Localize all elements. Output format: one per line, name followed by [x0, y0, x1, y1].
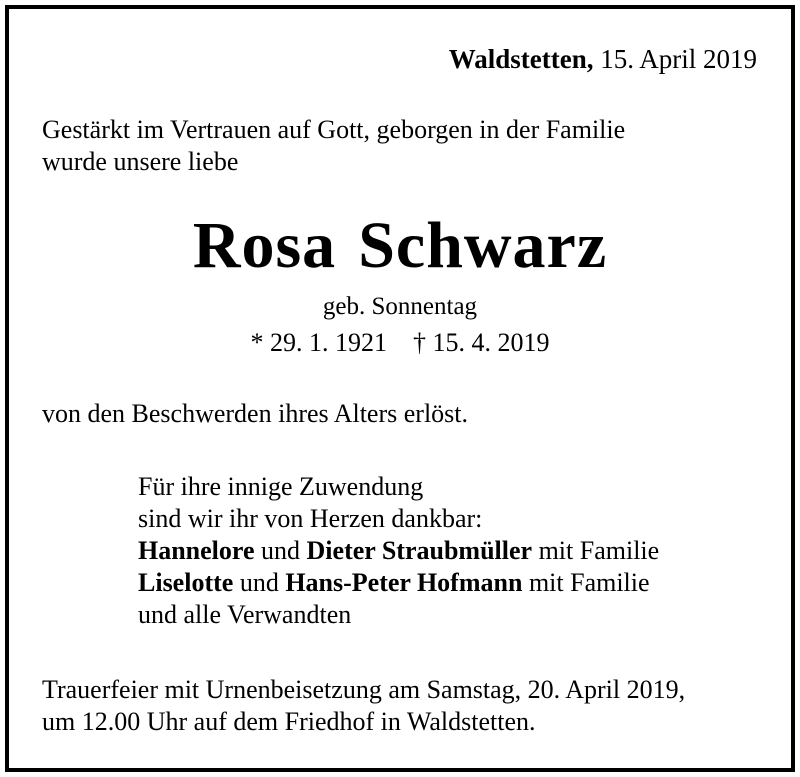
place-date-line — [449, 43, 757, 75]
release-text: von den Beschwerden ihres Alters erlöst. — [42, 399, 469, 428]
notice-date: 15. April 2019 — [600, 44, 757, 74]
birth-date: * 29. 1. 1921 — [250, 328, 387, 357]
family-1-name-b: Dieter Straubmüller — [306, 536, 533, 565]
deceased-first-name: Rosa — [192, 209, 337, 282]
intro-text — [42, 114, 762, 178]
deceased-last-name: Schwarz — [358, 209, 608, 282]
service-info — [42, 674, 685, 738]
thanks-block — [138, 471, 659, 631]
intro-line-2: wurde unsere liebe — [42, 147, 239, 176]
intro-line-1: Gestärkt im Vertrauen auf Gott, geborgen in der Familie — [42, 115, 626, 144]
family-2-name-b: Hans-Peter Hofmann — [285, 568, 523, 597]
family-line-1 — [138, 535, 659, 567]
family-line-2 — [138, 567, 659, 599]
family-1-suffix: mit Familie — [538, 536, 660, 565]
family-2-joiner: und — [239, 568, 279, 597]
thanks-line-1: Für ihre innige Zuwendung — [138, 472, 424, 501]
family-1-joiner: und — [261, 536, 301, 565]
service-line-2: um 12.00 Uhr auf dem Friedhof in Waldstetten. — [42, 707, 536, 736]
relatives-line: und alle Verwandten — [138, 600, 352, 629]
deceased-name — [0, 208, 800, 284]
life-dates — [0, 327, 800, 359]
family-2-suffix: mit Familie — [528, 568, 650, 597]
maiden-name: geb. Sonnentag — [322, 293, 478, 320]
family-1-name-a: Hannelore — [138, 536, 255, 565]
place-name: Waldstetten, — [448, 44, 594, 74]
death-date: † 15. 4. 2019 — [413, 328, 550, 357]
thanks-line-2: sind wir ihr von Herzen dankbar: — [138, 504, 483, 533]
service-line-1: Trauerfeier mit Urnenbeisetzung am Samstag, 20. April 2019, — [42, 675, 686, 704]
family-2-name-a: Liselotte — [138, 568, 234, 597]
